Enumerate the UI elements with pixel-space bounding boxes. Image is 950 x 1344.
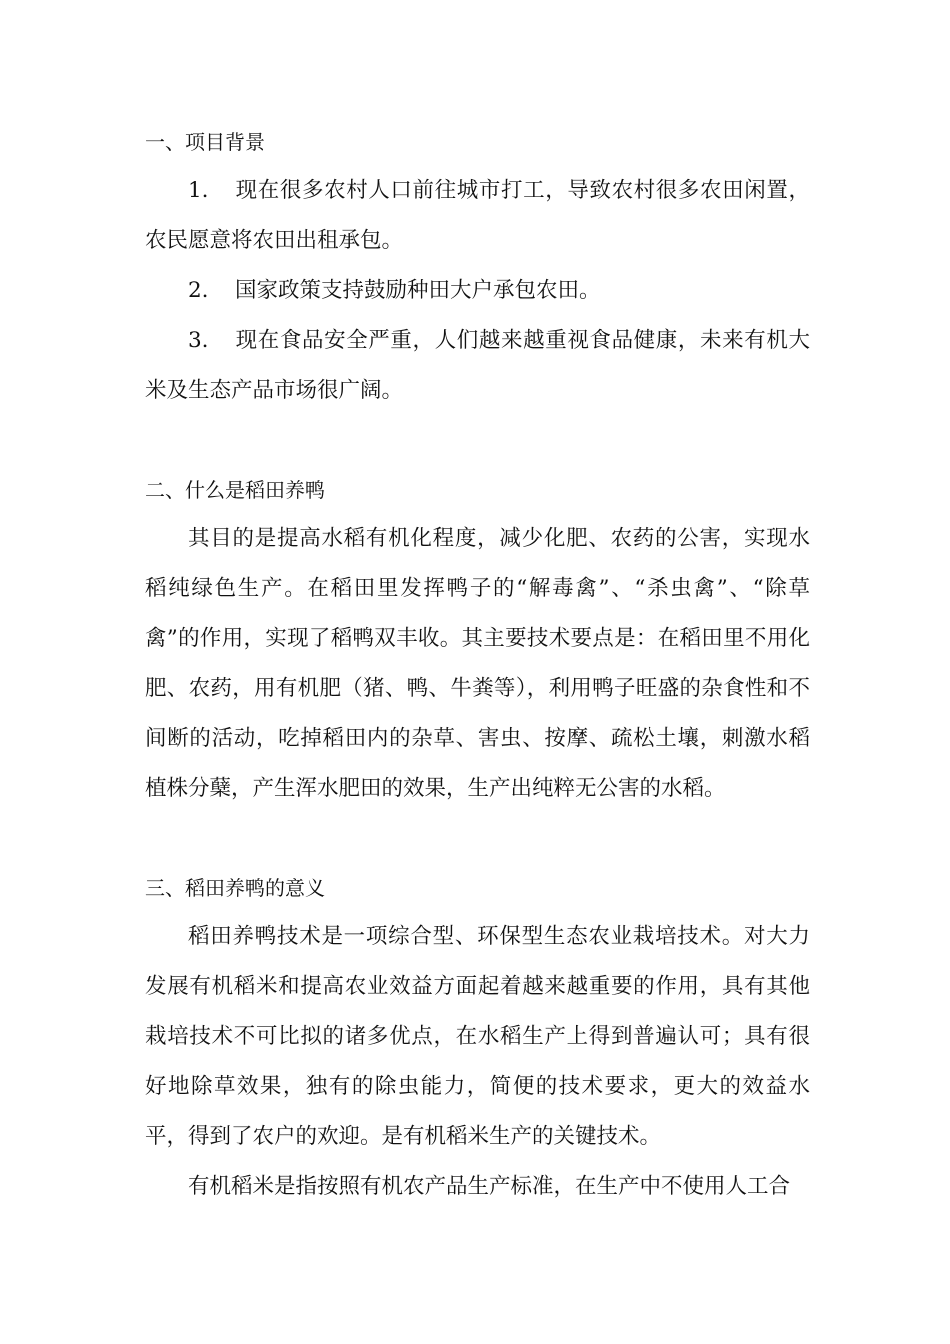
list-item-number: 3. bbox=[188, 328, 209, 353]
section-heading: 三、稻田养鸭的意义 bbox=[145, 876, 325, 900]
document-page bbox=[145, 118, 810, 1212]
list-item bbox=[145, 166, 810, 266]
section-heading: 一、项目背景 bbox=[145, 130, 265, 154]
list-item-number: 1. bbox=[188, 178, 209, 203]
section-heading: 二、什么是稻田养鸭 bbox=[145, 478, 325, 502]
body-paragraph: 稻田养鸭技术是一项综合型、环保型生态农业栽培技术。对大力发展有机稻米和提高农业效益方面起着越来越重要的作用，具有其他栽培技术不可比拟的诸多优点，在水稻生产上得到普遍认可；具有很好地除草效果，独有的除虫能力，简便的技术要求，更大的效益水平，得到了农户的欢迎。是有机稻米生产的关键技术。 bbox=[145, 924, 810, 1149]
list-item bbox=[145, 316, 810, 416]
section-project-background bbox=[145, 118, 810, 416]
section-spacer bbox=[145, 416, 810, 466]
list-item-text: 现在很多农村人口前往城市打工，导致农村很多农田闲置，农民愿意将农田出租承包。 bbox=[145, 178, 810, 253]
list-item-text: 现在食品安全严重，人们越来越重视食品健康，未来有机大米及生态产品市场很广阔。 bbox=[145, 328, 810, 403]
body-paragraph: 其目的是提高水稻有机化程度，减少化肥、农药的公害，实现水稻纯绿色生产。在稻田里发挥鸭子的“解毒禽”、“杀虫禽”、“除草禽”的作用，实现了稻鸭双丰收。其主要技术要点是：在稻田里不用化肥、农药，用有机肥（猪、鸭、牛粪等），利用鸭子旺盛的杂食性和不间断的活动，吃掉稻田内的杂草、害虫、按摩、疏松土壤，刺激水稻植株分蘖，产生浑水肥田的效果，生产出纯粹无公害的水稻。 bbox=[145, 526, 810, 801]
list-item-number: 2. bbox=[188, 278, 209, 303]
list-item-text: 国家政策支持鼓励种田大户承包农田。 bbox=[235, 278, 601, 303]
section-significance bbox=[145, 864, 810, 1212]
section-spacer bbox=[145, 814, 810, 864]
section-what-is-rice-duck bbox=[145, 466, 810, 814]
body-paragraph: 有机稻米是指按照有机农产品生产标准，在生产中不使用人工合 bbox=[188, 1174, 791, 1199]
list-item bbox=[145, 266, 810, 316]
